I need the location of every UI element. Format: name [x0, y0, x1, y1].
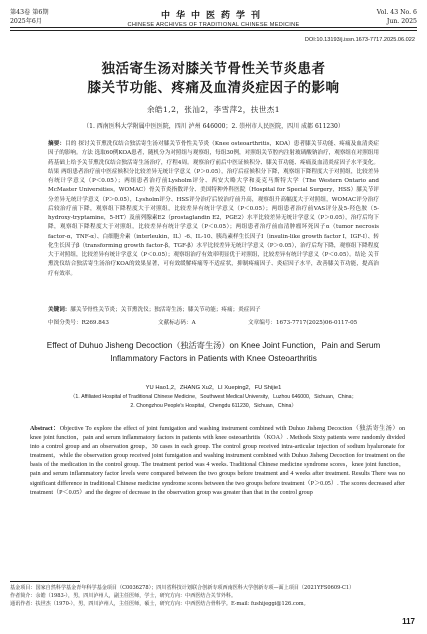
affiliations-cn: （1. 西南医科大学附属中医医院，四川 泸州 646000；2. 崇州市人民医院，四川 成都 611230）	[83, 123, 344, 130]
header-center	[10, 8, 417, 28]
authors-en: YU Hao1,2，ZHANG Xu2，LI Xueping2，FU Shijie1	[145, 385, 282, 391]
footnote-rule	[10, 581, 80, 582]
abstract-label-en: Abstract：	[30, 426, 60, 432]
keywords-text-cn: 膝关节骨性关节炎；关节熏洗仪；独活寄生汤；膝关节功能；疼痛；炎症因子	[70, 307, 261, 313]
affiliation-en-1: （1. Affiliated Hospital of Traditional Chinese Medicine，Southwest Medical University，Luzhou 646000，Sichuan，China；	[70, 394, 357, 400]
authors-cn: 余皓1,2，张汕2，李雪萍2，扶世杰1	[147, 105, 280, 114]
affiliations-en	[30, 393, 397, 411]
abstract-cn	[48, 140, 379, 279]
footnotes	[10, 584, 417, 609]
article-title-cn	[20, 60, 407, 98]
volume-en: Vol. 43 No. 6	[376, 9, 417, 16]
page-number: 117	[402, 617, 415, 626]
abstract-en	[30, 425, 405, 498]
date-en: Jun. 2025	[386, 18, 417, 25]
affiliation-en-2: 2. Chongzhou People's Hospital，Chengdu 611230，Sichuan，China）	[130, 403, 297, 409]
keywords-cn	[48, 306, 379, 315]
abstract-text-en: Objective To explore the effect of joint fumigation and washing instrument combined with Duhuo Jisheng Decoction（独活寄生汤）on knee joint function，pain and serum inflammatory factors in patients with knee osteoarthritis（KOA）. Methods Sixty patients were randomly divided into a control group and an observation group，30 cases in each group. The control group received intra-articular injection of sodium hyaluronate for treatment，while the observation group received joint fumigation and washing instrument combined with Duhuo Jisheng Decoction for treatment on the basis of the medication in the control group. The treatment period was 4 weeks. Traditional Chinese medicine syndrome scores，knee joint function，pain and serum inflammatory factor levels were compared between the two groups before treatment and 4 weeks after treatment. Results There was no significant difference in traditional Chinese medicine syndrome scores between the two groups before treatment（P＞0.05）. The scores decreased after treatment（P＜0.05）and the degree of decrease in the observation group was greater than that in the control group	[30, 426, 405, 496]
abstract-label-cn: 摘要：	[48, 141, 66, 147]
title-line-1: 独活寄生汤对膝关节骨性关节炎患者	[101, 61, 326, 77]
footnote-author: 作者简介：余皓（1983-），男，四川泸州人，副主任医师，学士，研究方向：中西医结合关节外科。	[10, 593, 237, 600]
header-rule-thick	[10, 27, 417, 28]
journal-title-cn: 中华中医药学刊	[160, 11, 266, 21]
date-cn: 2025年6月	[10, 18, 43, 25]
volume-cn: 第43卷 第6期	[10, 9, 49, 16]
header-right	[377, 8, 417, 26]
article-title-en: Effect of Duhuo Jisheng Decoction（独活寄生汤）on Knee Joint Function，Pain and Serum Inflammatory Factors in Patients with Knee Osteoarthritis	[46, 341, 381, 363]
header-rule-thin	[10, 30, 417, 31]
footnote-corresponding: 通讯作者：扶世杰（1970-），男，四川泸州人，主任医师，硕士，研究方向：中西医结合骨科学。E-mail: fushijeggi@126.com。	[10, 601, 309, 608]
article-number: 文章编号：1673-7717(2025)06-0117-05	[248, 320, 358, 326]
document-code: 文献标志码：A	[158, 320, 196, 326]
keywords-label-cn: 关键词：	[48, 307, 71, 313]
journal-title-en: CHINESE ARCHIVES OF TRADITIONAL CHINESE MEDICINE	[127, 22, 300, 28]
abstract-text-cn: 目的 探讨关节熏洗仪结合独活寄生汤对膝关节骨性关节炎（Knee osteoarthritis，KOA）患者膝关节功能、疼痛及血清炎症因子的影响。方法 选取60例KOA患者，随机分为对照组与观察组，每组30例，对照组关节腔内注射玻璃酸钠治疗，观察组在对照组用药基础上给予关节熏洗仪结合独活寄生汤治疗，疗程4周。观察治疗前后中医证候积分、膝关节功能、疼痛及血清炎症因子水平变化。结果 两组患者治疗前中医症候积分比较差异无统计学意义（P＞0.05），治疗后症候积分下降，观察组下降程度大于对照组，比较差异有统计学意义（P＜0.05）；两组患者治疗前Lysholm评分、西安大略大学和麦克马斯特大学（The Western Ontario and McMaster Universities，WOMAC）骨关节炎指数评分、美国特种外科医院（Hospital for Special Surgery，HSS）膝关节评分差异无统计学意义（P＞0.05），Lysholm评分、HSS评分治疗后较治疗前升高，观察组升高幅度大于对照组，WOMAC评分治疗后较治疗前下降，观察组下降程度大于对照组，比较差异有统计学意义（P＜0.05）；两组患者治疗前VAS评分及5-羟色胺（5-hydroxy-tryptamine，5-HT）及前列腺素E2（prostaglandin E2，PGE2）水平比较差异无统计学意义（P＞0.05），治疗后均下降，观察组下降程度大于对照组，比较差异有统计学意义（P＜0.05）；两组患者治疗前血清肿瘤坏死因子α（tumor necrosis factor-α，TNF-α）、白细胞介素（interleukin，IL）-6、IL-10、胰岛素样生长因子Ⅰ（insulin-like growth factor Ⅰ，IGF-Ⅰ）、转化生长因子β（transforming growth factor-β，TGF-β）水平比较差异无统计学意义（P＞0.05），治疗后均下降，观察组下降程度大于对照组，比较差异有统计学意义（P＜0.05）；观察组治疗有效率明显优于对照组，比较差异有统计学意义（P＜0.05）。结论 关节熏洗仪结合独活寄生汤治疗KOA的效果显著，可有效缓解疼痛等不适症状，抑制疼痛因子、炎症因子水平，改善膝关节功能，提高治疗有效率。	[48, 141, 379, 277]
doi: DOI:10.13193/j.issn.1673-7717.2025.06.022	[304, 37, 415, 43]
classification-line	[48, 318, 379, 326]
footnote-fund: 基金项目：国家自然科学基金青年科学基金项目（C0036278）；四川省科技计划联合创新专项西南医科大学创新专项—面上项目（2021YFS0609-C1）	[10, 585, 355, 591]
title-line-2: 膝关节功能、疼痛及血清炎症因子的影响	[87, 80, 340, 96]
clc-number: 中图分类号：R269.843	[48, 320, 109, 326]
